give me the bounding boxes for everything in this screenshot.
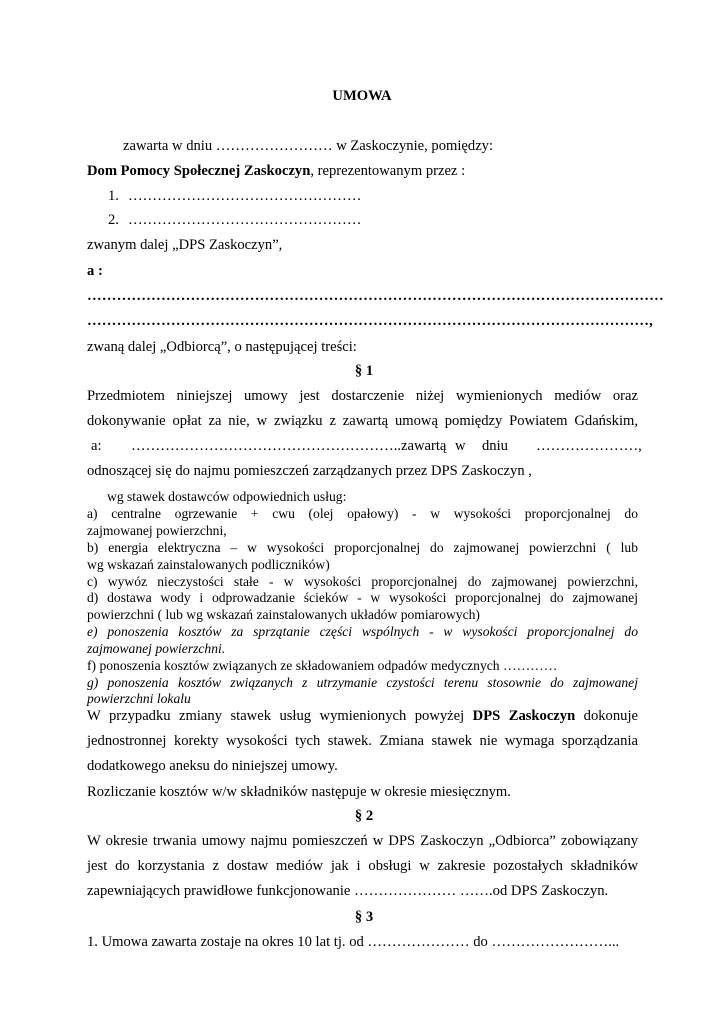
party2-dots-line-1: ……………………………………………………………………………………………………… — [87, 288, 664, 304]
rep2-dots: ………………………………………… — [127, 212, 362, 228]
rates-intro: wg stawek dostawców odpowiednich usług: — [107, 489, 347, 504]
s1-paragraph-line-4: odnoszącej się do najmu pomieszczeń zarządzanych przez DPS Zaskoczyn , — [87, 463, 532, 479]
item-b-line-1: b) energia elektryczna – w wysokości proporcjonalnej do zajmowanej powierzchni ( lub — [87, 540, 638, 555]
rate-change-line-2: jednostronnej korekty wysokości tych stawek. Zmiana stawek nie wymaga sporządzania — [87, 733, 638, 749]
document-title: UMOWA — [332, 88, 392, 104]
section-1-heading: § 1 — [354, 363, 374, 379]
and-label: a : — [87, 263, 103, 279]
s1-paragraph-line-2: dokonywanie opłat za nie, w związku z zawartą umową pomiędzy Powiatem Gdańskim, — [87, 413, 638, 429]
item-c-line-1: c) wywóz nieczystości stałe - w wysokości proporcjonalnej do zajmowanej powierzchni, — [87, 574, 638, 589]
party2-dots-line-2: ……………………………………………………………………………………………………, — [87, 313, 654, 329]
rep1-dots: ………………………………………… — [127, 188, 362, 204]
item-f-line-1: f) ponoszenia kosztów związanych ze składowaniem odpadów medycznych ………… — [87, 658, 558, 673]
item-e-line-1: e) ponoszenia kosztów za sprzątanie części wspólnych - w wysokości proporcjonalnej do — [87, 624, 638, 639]
party2-alias: zwaną dalej „Odbiorcą”, o następującej treści: — [87, 339, 357, 355]
item-e-line-2: zajmowanej powierzchni. — [87, 641, 226, 656]
representative-2 — [108, 211, 361, 229]
s1-paragraph-line-1: Przedmiotem niniejszej umowy jest dostarczenie niżej wymienionych mediów oraz — [87, 388, 638, 404]
rate-change-pre: W przypadku zmiany stawek usług wymienionych powyżej — [87, 708, 473, 724]
party1-rest: , reprezentowanym przez : — [310, 163, 466, 179]
s2-line-2: jest do korzystania z dostaw mediów jak i obsługi w zakresie pozostałych składników — [87, 858, 638, 874]
item-g-line-1: g) ponoszenia kosztów związanych z utrzymanie czystości terenu stosownie do zajmowanej — [87, 675, 638, 690]
settlement-line: Rozliczanie kosztów w/w składników następuje w okresie miesięcznym. — [87, 784, 511, 800]
item-g-line-2: powierzchni lokalu — [87, 691, 191, 706]
item-d-line-2: powierzchni ( lub wg wskazań zainstalowanych układów pomiarowych) — [87, 607, 480, 622]
s1-date-dots: …………………, — [536, 438, 642, 454]
section-2-heading: § 2 — [354, 808, 374, 824]
s2-line-3: zapewniających prawidłowe funkcjonowanie ………………… …….od DPS Zaskoczyn. — [87, 883, 609, 899]
s2-line-1: W okresie trwania umowy najmu pomieszczeń w DPS Zaskoczyn „Odbiorca” zobowiązany — [87, 833, 638, 849]
party1-alias: zwanym dalej „DPS Zaskoczyn”, — [87, 237, 283, 253]
representative-1 — [108, 187, 361, 205]
rep1-number: 1. — [108, 188, 119, 204]
item-a-line-1: a) centralne ogrzewanie + cwu (olej opałowy) - w wysokości proporcjonalnej do — [87, 506, 638, 521]
s1-dniu: dniu — [482, 438, 508, 454]
rate-change-line-3: dodatkowego aneksu do niniejszej umowy. — [87, 758, 338, 774]
s3-line-1: 1. Umowa zawarta zostaje na okres 10 lat tj. od ………………… do ……………………... — [87, 934, 620, 950]
item-b-line-2: wg wskazań zainstalowanych podliczników) — [87, 557, 330, 572]
s1-a-label: a: — [91, 438, 102, 454]
rate-change-post: dokonuje — [575, 708, 638, 724]
party1-line — [87, 162, 465, 180]
item-a-line-2: zajmowanej powierzchni, — [87, 523, 227, 538]
s1-a-dots: ………………………………………………..zawartą — [131, 438, 447, 454]
section-3-heading: § 3 — [354, 909, 374, 925]
s1-w: w — [455, 438, 466, 454]
rep2-number: 2. — [108, 212, 119, 228]
party1-name: Dom Pomocy Społecznej Zaskoczyn — [87, 163, 311, 179]
rate-change-line-1 — [87, 707, 638, 725]
rate-change-dps: DPS Zaskoczyn — [472, 708, 576, 724]
intro-line: zawarta w dniu …………………… w Zaskoczynie, pomiędzy: — [123, 138, 494, 154]
item-d-line-1: d) dostawa wody i odprowadzanie ścieków - w wysokości proporcjonalnej do zajmowanej — [87, 590, 638, 605]
